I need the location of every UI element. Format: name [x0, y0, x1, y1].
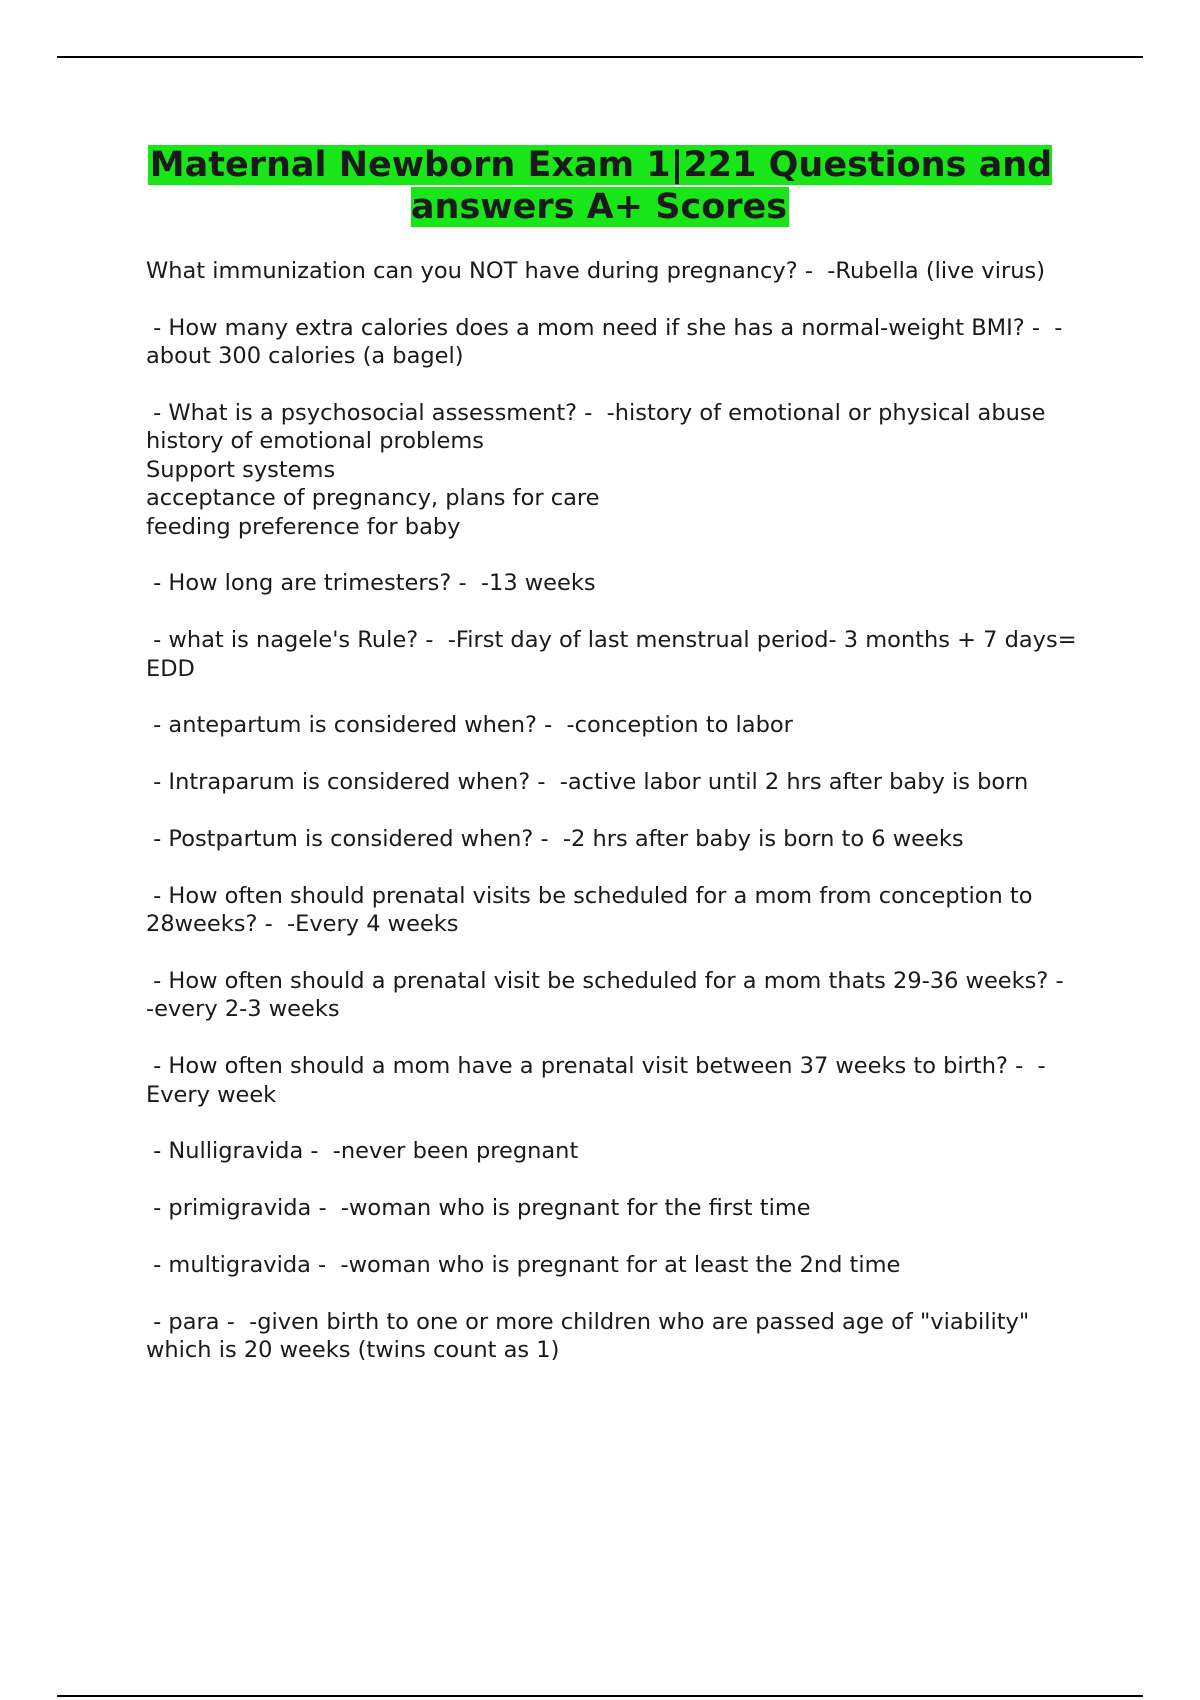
- header-rule: [57, 56, 1143, 58]
- qa-item: - para - -given birth to one or more children who are passed age of "viability" which is 20 weeks (twins count as 1): [146, 1308, 1037, 1364]
- qa-item: - What is a psychosocial assessment? - -history of emotional or physical abuse history of emotional problems Support systems acceptance of pregnancy, plans for care feeding preference for baby: [146, 399, 1086, 541]
- page-title-highlight: Maternal Newborn Exam 1|221 Questions and answers A+ Scores: [149, 145, 1053, 227]
- qa-item: - antepartum is considered when? - -conception to labor: [146, 712, 793, 739]
- qa-item: - Nulligravida - -never been pregnant: [146, 1138, 579, 1165]
- qa-item: - How often should a mom have a prenatal visit between 37 weeks to birth? - -Every week: [146, 1053, 1046, 1108]
- qa-item: What immunization can you NOT have during pregnancy? - -Rubella (live virus): [146, 258, 1045, 284]
- qa-item: - multigravida - -woman who is pregnant for at least the 2nd time: [146, 1252, 901, 1279]
- qa-list: [146, 257, 1086, 1393]
- qa-item: - How often should a prenatal visit be scheduled for a mom thats 29-36 weeks? - -every 2-3 weeks: [146, 968, 1078, 1023]
- qa-item-extra-line: feeding preference for baby: [146, 513, 461, 540]
- qa-item-extra-line: history of emotional problems: [146, 428, 485, 455]
- qa-item: - Intraparum is considered when? - -active labor until 2 hrs after baby is born: [146, 769, 1029, 796]
- page-title: [120, 144, 1080, 228]
- qa-item: - How long are trimesters? - -13 weeks: [146, 570, 596, 597]
- qa-item: - How often should prenatal visits be scheduled for a mom from conception to 28weeks? - -Every 4 weeks: [146, 882, 1040, 938]
- qa-item-extra-line: Support systems: [146, 456, 336, 483]
- footer-rule: [57, 1695, 1143, 1697]
- qa-item: - primigravida - -woman who is pregnant for the first time: [146, 1195, 811, 1222]
- qa-item: - Postpartum is considered when? - -2 hrs after baby is born to 6 weeks: [146, 826, 964, 853]
- qa-item: - what is nagele's Rule? - -First day of last menstrual period- 3 months + 7 days= EDD: [146, 627, 1084, 682]
- qa-item-extra-line: acceptance of pregnancy, plans for care: [146, 485, 600, 512]
- qa-item: - How many extra calories does a mom need if she has a normal-weight BMI? - -about 300 calories (a bagel): [146, 314, 1063, 370]
